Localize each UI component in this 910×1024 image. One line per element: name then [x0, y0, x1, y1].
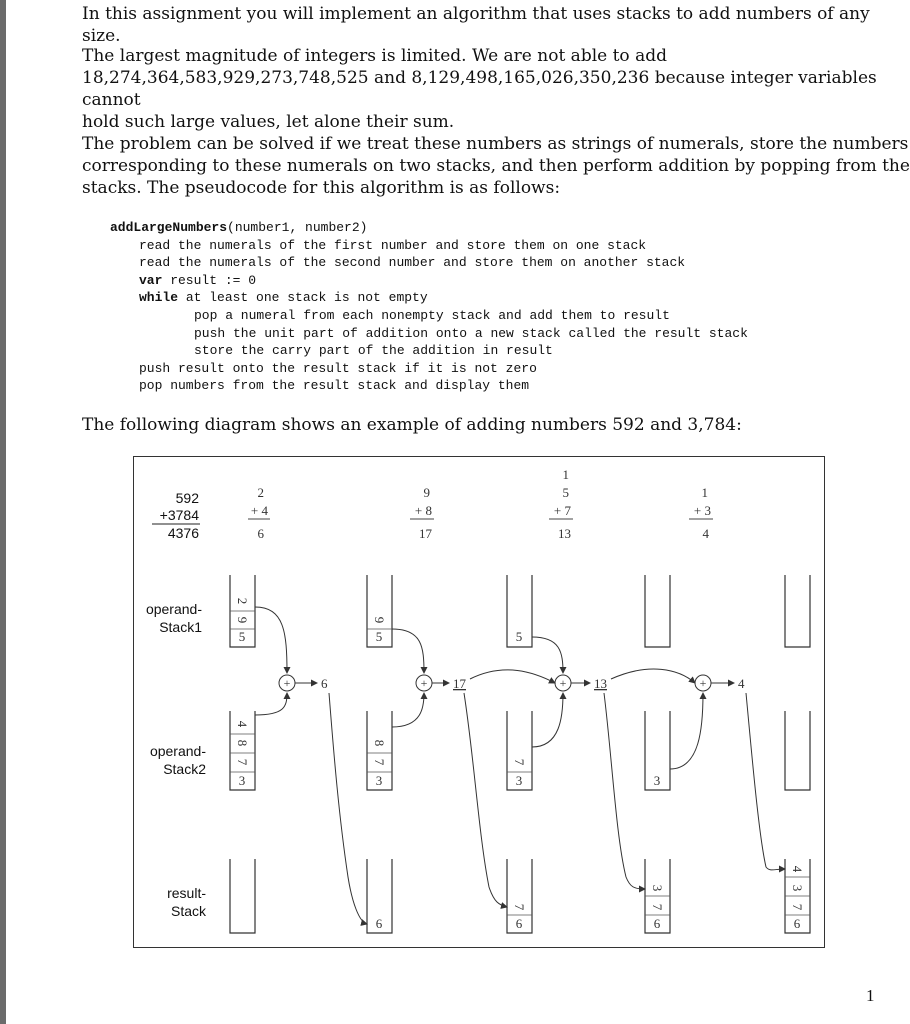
stack-item: 5 [238, 629, 246, 644]
stack-item: 6 [515, 916, 523, 931]
code-function-name: addLargeNumbers [110, 220, 228, 235]
step-carry: 1 [562, 467, 569, 482]
stack-item: 3 [790, 884, 805, 892]
step-digit: + 8 [414, 503, 432, 518]
stack-item: 3 [515, 773, 523, 788]
row-label-res-line2: Stack [170, 903, 206, 919]
step-digit: + 4 [250, 503, 268, 518]
limits-line-1: The largest magnitude of integers is limited. We are not able to add [82, 46, 667, 66]
row-label-op2-line1: operand- [149, 743, 206, 759]
row-label-res-line1: result- [167, 885, 206, 901]
page-number: 1 [866, 986, 875, 1005]
plus-symbol: + [283, 676, 291, 690]
op1-stack-5 [785, 575, 810, 647]
code-line: pop numbers from the result stack and display them [139, 378, 530, 394]
code-keyword-var: var [139, 272, 163, 288]
stack-item: 8 [372, 739, 387, 747]
stack-item: 3 [653, 773, 661, 788]
step-4-sum [689, 485, 713, 541]
stack-item: 5 [375, 629, 383, 644]
stack-item: 9 [235, 616, 250, 624]
code-line [110, 272, 748, 290]
solution-line-3: stacks. The pseudocode for this algorithm is as follows: [82, 178, 561, 198]
stack-item: 4 [790, 865, 805, 873]
code-text: result := 0 [162, 272, 257, 288]
op2-stack-5 [785, 711, 810, 790]
step-1-sum [248, 485, 270, 541]
stack-item: 3 [375, 773, 383, 788]
op1-stack-4 [645, 575, 670, 647]
pseudocode-block [110, 219, 748, 395]
step-digit: 2 [257, 485, 264, 500]
limits-paragraph [82, 45, 910, 133]
code-text: at least one stack is not empty [178, 290, 428, 306]
stack-item: 8 [235, 739, 250, 747]
stack-item: 9 [372, 616, 387, 624]
plus-symbol: + [420, 676, 428, 690]
stack-item: 7 [650, 903, 665, 911]
stack-item: 6 [653, 916, 661, 931]
code-line: pop a numeral from each nonempty stack and add them to result [194, 307, 670, 323]
summary-operand-a: 592 [175, 490, 199, 506]
stack-item: 7 [372, 758, 387, 766]
step-result: 13 [558, 526, 571, 541]
code-line: push the unit part of addition onto a new stack called the result stack [194, 325, 748, 341]
code-line: push result onto the result stack if it is not zero [139, 360, 537, 376]
limits-line-3: hold such large values, let alone their sum. [82, 112, 455, 132]
plus-symbol: + [559, 676, 567, 690]
step-digit: 1 [701, 485, 708, 500]
diagram-svg [134, 457, 826, 949]
step-2-sum [410, 485, 434, 541]
step-output: 17 [453, 676, 466, 691]
code-signature [110, 219, 748, 237]
stack-item: 6 [793, 916, 801, 931]
stack-item: 7 [512, 758, 527, 766]
code-line: store the carry part of the addition in result [194, 343, 553, 359]
res-stack-1 [230, 859, 255, 933]
step-result: 6 [257, 526, 264, 541]
code-line: read the numerals of the first number and store them on one stack [139, 237, 647, 253]
step-digit: + 3 [693, 503, 711, 518]
summary-sum: 4376 [167, 525, 199, 541]
stack-item: 3 [238, 773, 246, 788]
stack-item: 7 [512, 903, 527, 911]
step-digit: 5 [562, 485, 569, 500]
stack-item: 7 [790, 903, 805, 911]
stack-item: 6 [375, 916, 383, 931]
step-output: 4 [738, 676, 745, 691]
code-keyword-while: while [139, 290, 179, 306]
limits-line-2: 18,274,364,583,929,273,748,525 and 8,129,498,165,026,350,236 because integer variables cannot [82, 68, 877, 110]
solution-line-1: The problem can be solved if we treat these numbers as strings of numerals, store the numbers [82, 134, 909, 154]
row-label-op2-line2: Stack2 [163, 761, 206, 777]
stack-item: 3 [650, 884, 665, 892]
solution-line-2: corresponding to these numerals on two stacks, and then perform addition by popping from the [82, 156, 910, 176]
step-result: 17 [419, 526, 432, 541]
solution-paragraph [82, 133, 910, 199]
stack-item: 2 [235, 597, 250, 605]
step-result: 4 [702, 526, 709, 541]
stack-item: 5 [515, 629, 523, 644]
left-border [0, 0, 6, 1024]
code-params: (number1, number2) [227, 220, 368, 235]
stack-item: 7 [235, 758, 250, 766]
step-digit: + 7 [553, 503, 571, 518]
step-output: 6 [321, 676, 328, 691]
row-label-op1-line2: Stack1 [159, 619, 202, 635]
diagram-caption: The following diagram shows an example of adding numbers 592 and 3,784: [82, 415, 742, 435]
step-digit: 9 [423, 485, 430, 500]
code-line: read the numerals of the second number and store them on another stack [139, 255, 686, 271]
step-output: 13 [594, 676, 607, 691]
stack-item: 4 [235, 720, 250, 728]
intro-paragraph: In this assignment you will implement an algorithm that uses stacks to add numbers of any size. [82, 4, 870, 46]
plus-symbol: + [699, 676, 707, 690]
code-line [110, 289, 748, 307]
stack-addition-diagram [133, 456, 825, 948]
summary-operand-b: +3784 [159, 507, 199, 523]
step-3-sum [549, 467, 573, 541]
row-label-op1-line1: operand- [145, 601, 202, 617]
